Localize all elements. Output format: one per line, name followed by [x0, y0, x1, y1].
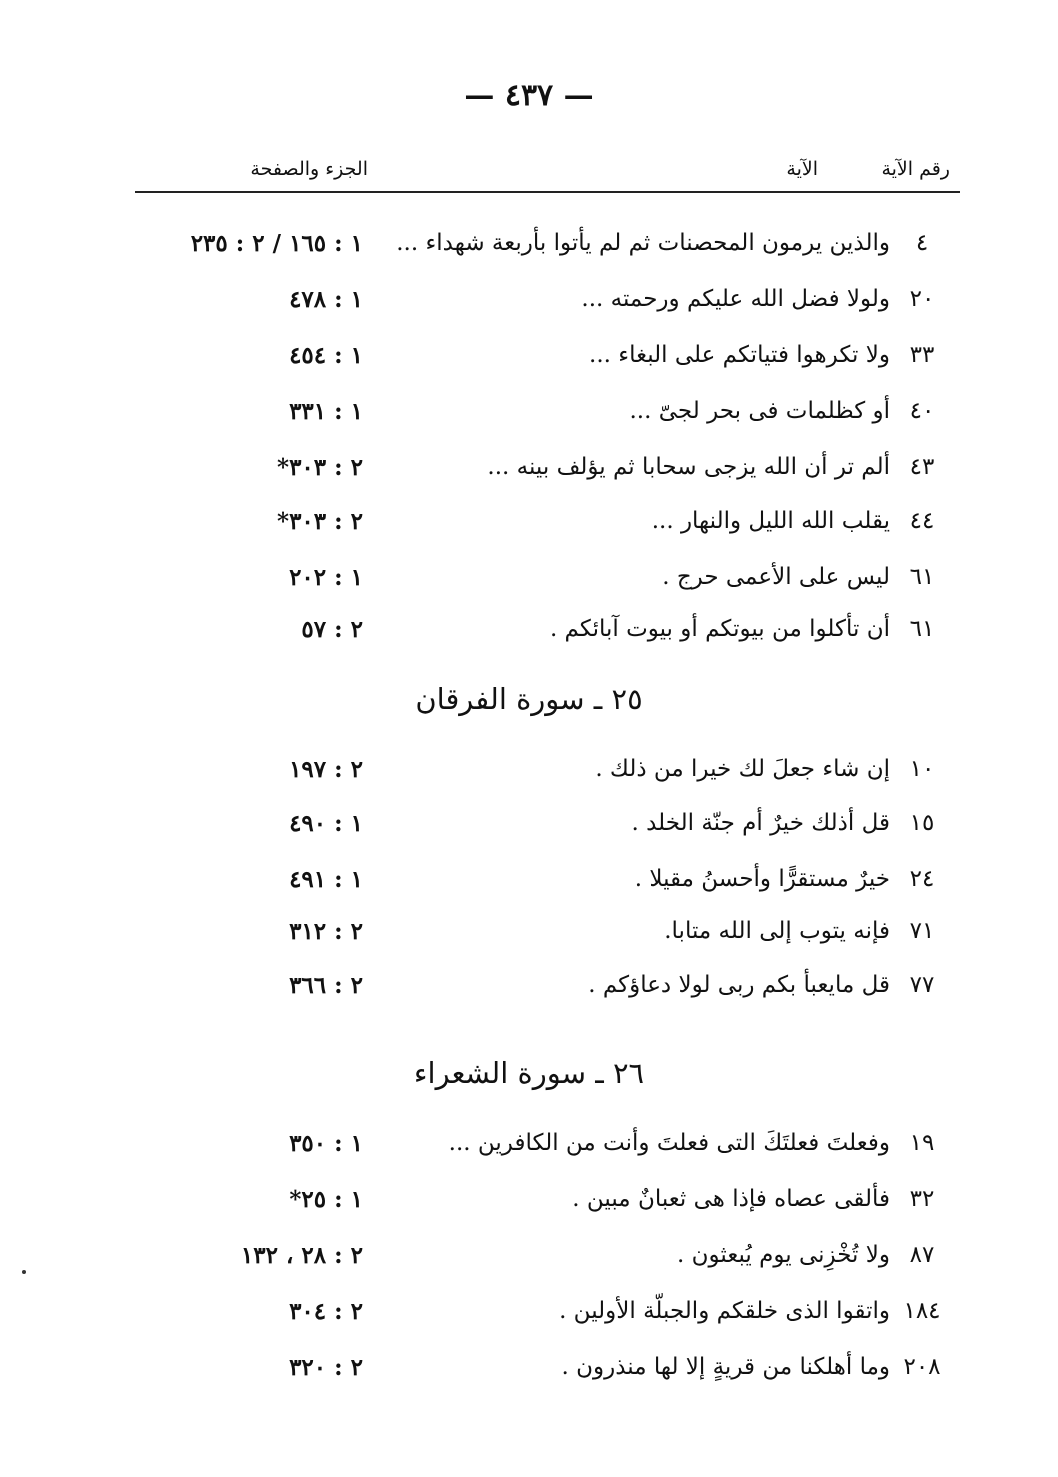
- volume-page-ref: ١ : ٣٣١: [289, 398, 363, 425]
- table-row: [0, 394, 1058, 434]
- verse-text: قل أذلك خيرٌ أم جنّة الخلد .: [631, 810, 890, 836]
- table-row: [0, 1238, 1058, 1278]
- verse-number: ٤: [915, 230, 929, 256]
- verse-text: قل مايعبأ بكم ربى لولا دعاؤكم .: [588, 972, 890, 998]
- volume-page-ref: ١ : ٤٩٠: [289, 810, 363, 837]
- verse-number: ٣٢: [909, 1186, 935, 1212]
- verse-text: فألقى عصاه فإذا هى ثعبانٌ مبين .: [572, 1186, 890, 1212]
- volume-page-ref: ٢ : ٣٠٣*: [277, 454, 363, 481]
- verse-number: ٧١: [909, 918, 935, 944]
- header-verse: الآية: [786, 158, 818, 180]
- table-row: [0, 560, 1058, 600]
- volume-page-ref: ٢ : ٣١٢: [289, 918, 363, 945]
- volume-page-ref: ٢ : ٢٨ ، ١٣٢: [240, 1242, 363, 1269]
- table-row: [0, 226, 1058, 266]
- volume-page-ref: ٢ : ١٩٧: [289, 756, 363, 783]
- verse-number: ١٨٤: [903, 1298, 941, 1324]
- volume-page-ref: ٢ : ٣٠٤: [289, 1298, 363, 1325]
- verse-number: ٣٣: [909, 342, 935, 368]
- table-row: [0, 282, 1058, 322]
- header-volume-page: الجزء والصفحة: [250, 158, 368, 180]
- table-row: [0, 450, 1058, 490]
- verse-number: ١٩: [909, 1130, 935, 1156]
- volume-page-ref: ٢ : ٣٦٦: [289, 972, 363, 999]
- volume-page-ref: ١ : ٤٧٨: [289, 286, 363, 313]
- verse-number: ٢٤: [909, 866, 935, 892]
- verse-text: يقلب الله الليل والنهار ...: [651, 508, 890, 534]
- verse-text: وما أهلكنا من قريةٍ إلا لها منذرون .: [561, 1354, 890, 1380]
- page-number: — ٤٣٧ —: [464, 78, 594, 113]
- margin-dot: [22, 1270, 26, 1274]
- volume-page-ref: ١ : ٣٥٠: [289, 1130, 363, 1157]
- verse-text: خيرٌ مستقرًّا وأحسنُ مقيلا .: [634, 866, 890, 892]
- verse-number: ٤٤: [909, 508, 935, 534]
- surah-heading: ٢٦ ـ سورة الشعراء: [413, 1056, 645, 1090]
- table-row: [0, 338, 1058, 378]
- verse-text: ليس على الأعمى حرج .: [662, 564, 890, 590]
- table-row: [0, 752, 1058, 792]
- table-row: [0, 806, 1058, 846]
- table-row: [0, 1126, 1058, 1166]
- verse-number: ٢٠: [909, 286, 935, 312]
- table-row: [0, 504, 1058, 544]
- table-row: [0, 1182, 1058, 1222]
- verse-text: أو كظلمات فى بحر لجىّ ...: [629, 398, 890, 424]
- verse-text: ولا تُخْزِنى يوم يُبعثون .: [677, 1242, 890, 1268]
- table-row: [0, 1350, 1058, 1390]
- verse-text: فإنه يتوب إلى الله متابا.: [664, 918, 890, 944]
- volume-page-ref: ١ : ٢٠٢: [289, 564, 363, 591]
- volume-page-ref: ٢ : ٣٠٣*: [277, 508, 363, 535]
- verse-number: ١٥: [909, 810, 935, 836]
- verse-number: ٢٠٨: [903, 1354, 941, 1380]
- verse-number: ٧٧: [909, 972, 935, 998]
- verse-number: ٨٧: [909, 1242, 935, 1268]
- volume-page-ref: ١ : ٤٩١: [289, 866, 363, 893]
- verse-text: ولا تكرهوا فتياتكم على البغاء ...: [589, 342, 890, 368]
- volume-page-ref: ٢ : ٥٧: [301, 616, 363, 643]
- verse-number: ١٠: [909, 756, 935, 782]
- table-row: [0, 612, 1058, 652]
- header-rule: [135, 191, 960, 193]
- verse-text: ألم تر أن الله يزجى سحابا ثم يؤلف بينه ...: [487, 454, 890, 480]
- verse-number: ٤٣: [909, 454, 935, 480]
- verse-number: ٦١: [909, 616, 935, 642]
- verse-text: أن تأكلوا من بيوتكم أو بيوت آبائكم .: [549, 616, 890, 642]
- verse-text: والذين يرمون المحصنات ثم لم يأتوا بأربعة شهداء ...: [396, 230, 890, 256]
- verse-number: ٦١: [909, 564, 935, 590]
- volume-page-ref: ١ : ١٦٥ / ٢ : ٢٣٥: [190, 230, 363, 257]
- table-row: [0, 1294, 1058, 1334]
- table-row: [0, 968, 1058, 1008]
- header-verse-number: رقم الآية: [881, 158, 950, 180]
- verse-text: ولولا فضل الله عليكم ورحمته ...: [581, 286, 890, 312]
- volume-page-ref: ١ : ٢٥*: [289, 1186, 363, 1213]
- verse-text: وفعلتَ فعلتَكَ التى فعلتَ وأنت من الكافرين ...: [448, 1130, 890, 1156]
- verse-text: إن شاء جعلَ لك خيرا من ذلك .: [595, 756, 890, 782]
- verse-number: ٤٠: [909, 398, 935, 424]
- verse-text: واتقوا الذى خلقكم والجبلّة الأولين .: [559, 1298, 890, 1324]
- volume-page-ref: ١ : ٤٥٤: [289, 342, 363, 369]
- table-row: [0, 862, 1058, 902]
- volume-page-ref: ٢ : ٣٢٠: [289, 1354, 363, 1381]
- surah-heading: ٢٥ ـ سورة الفرقان: [415, 682, 643, 716]
- table-row: [0, 914, 1058, 954]
